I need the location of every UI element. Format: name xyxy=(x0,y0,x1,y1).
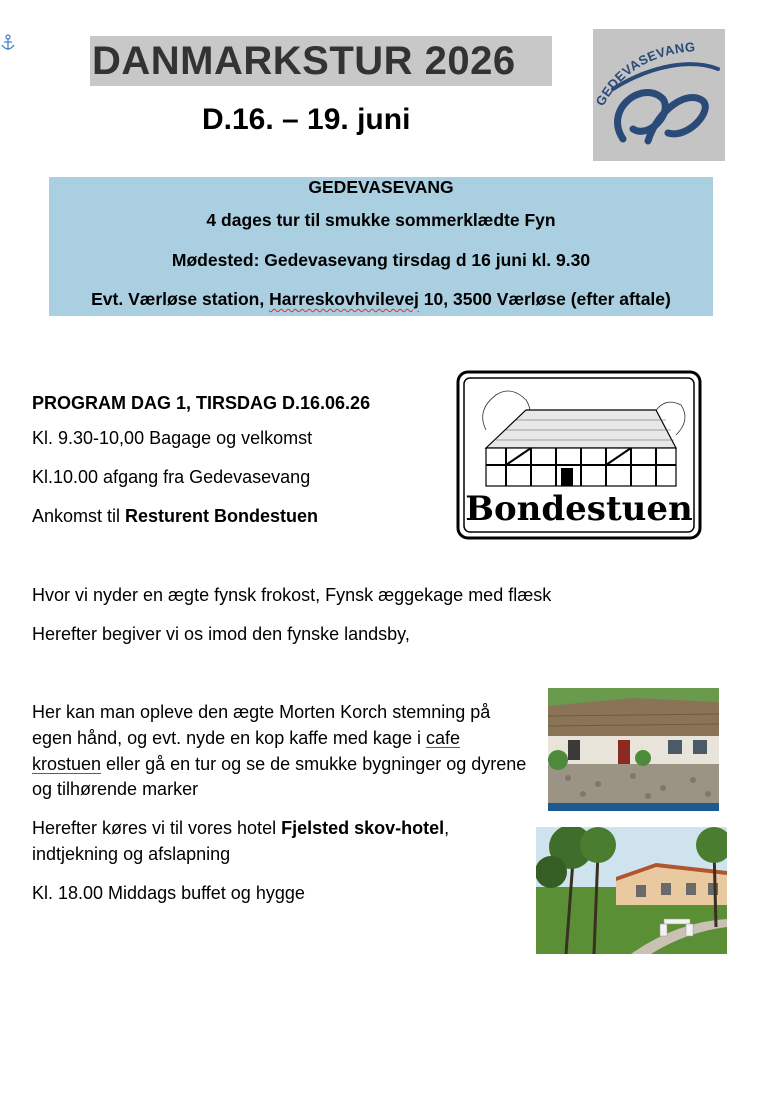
info-org: GEDEVASEVANG xyxy=(308,177,454,197)
program-heading: PROGRAM DAG 1, TIRSDAG D.16.06.26 xyxy=(32,393,371,413)
korch-text-line-4: og tilhørende marker xyxy=(32,779,199,799)
dinner-text: Kl. 18.00 Middags buffet og hygge xyxy=(32,883,305,903)
trip-dates: D.16. – 19. juni xyxy=(202,103,411,136)
logo-text: GEDEVASEVANG xyxy=(593,39,697,109)
info-alt-part3: 10, 3500 Værløse (efter aftale) xyxy=(418,289,671,309)
program-item-3-label: Ankomst til xyxy=(32,506,126,526)
gedevasevang-logo xyxy=(593,29,725,161)
restaurant-name: Resturent Bondestuen xyxy=(125,506,319,526)
sign-text: Bondestuen xyxy=(465,489,693,529)
korch-text-line-3 xyxy=(32,753,526,775)
hotel-text-part1: Herefter køres vi til vores hotel xyxy=(32,818,282,838)
program-item-1: Kl. 9.30-10,00 Bagage og velkomst xyxy=(32,428,313,448)
logo-graphic xyxy=(593,29,725,161)
hotel-text-part3: , xyxy=(444,818,450,838)
village-courtyard-photo xyxy=(548,688,719,811)
korch-text-line-3-part: eller gå en tur og se de smukke bygninger og dyrene xyxy=(101,754,527,774)
info-meeting: Mødested: Gedevasevang tirsdag d 16 juni kl. 9.30 xyxy=(171,250,591,270)
program-item-2: Kl.10.00 afgang fra Gedevasevang xyxy=(32,467,311,487)
bondestuen-sign-image xyxy=(456,370,702,540)
info-alt-meeting xyxy=(49,289,713,310)
cafe-krostuen-link-2[interactable]: krostuen xyxy=(32,754,102,774)
korch-text-line-1: Her kan man opleve den ægte Morten Korch stemning på xyxy=(32,702,491,722)
page-title: DANMARKSTUR 2026 xyxy=(92,39,516,83)
korch-text-line-2 xyxy=(32,727,460,749)
info-alt-street: Harreskovhvilevej xyxy=(269,289,419,309)
program-item-3 xyxy=(32,505,318,527)
info-alt-part1: Evt. Værløse station, xyxy=(91,289,270,309)
anchor-icon xyxy=(0,34,16,52)
hotel-text-line-1 xyxy=(32,817,449,839)
hotel-photo xyxy=(536,827,727,954)
village-text: Herefter begiver vi os imod den fynske landsby, xyxy=(32,624,410,644)
hotel-name: Fjelsted skov-hotel xyxy=(281,818,445,838)
hotel-text-line-2: indtjekning og afslapning xyxy=(32,844,231,864)
info-description: 4 dages tur til smukke sommerklædte Fyn xyxy=(206,210,556,230)
info-box xyxy=(49,177,713,316)
cafe-krostuen-link-1[interactable]: cafe xyxy=(425,728,460,748)
lunch-text: Hvor vi nyder en ægte fynsk frokost, Fynsk æggekage med flæsk xyxy=(32,585,552,605)
korch-text-line-2-part: egen hånd, og evt. nyde en kop kaffe med kage i xyxy=(32,728,426,748)
